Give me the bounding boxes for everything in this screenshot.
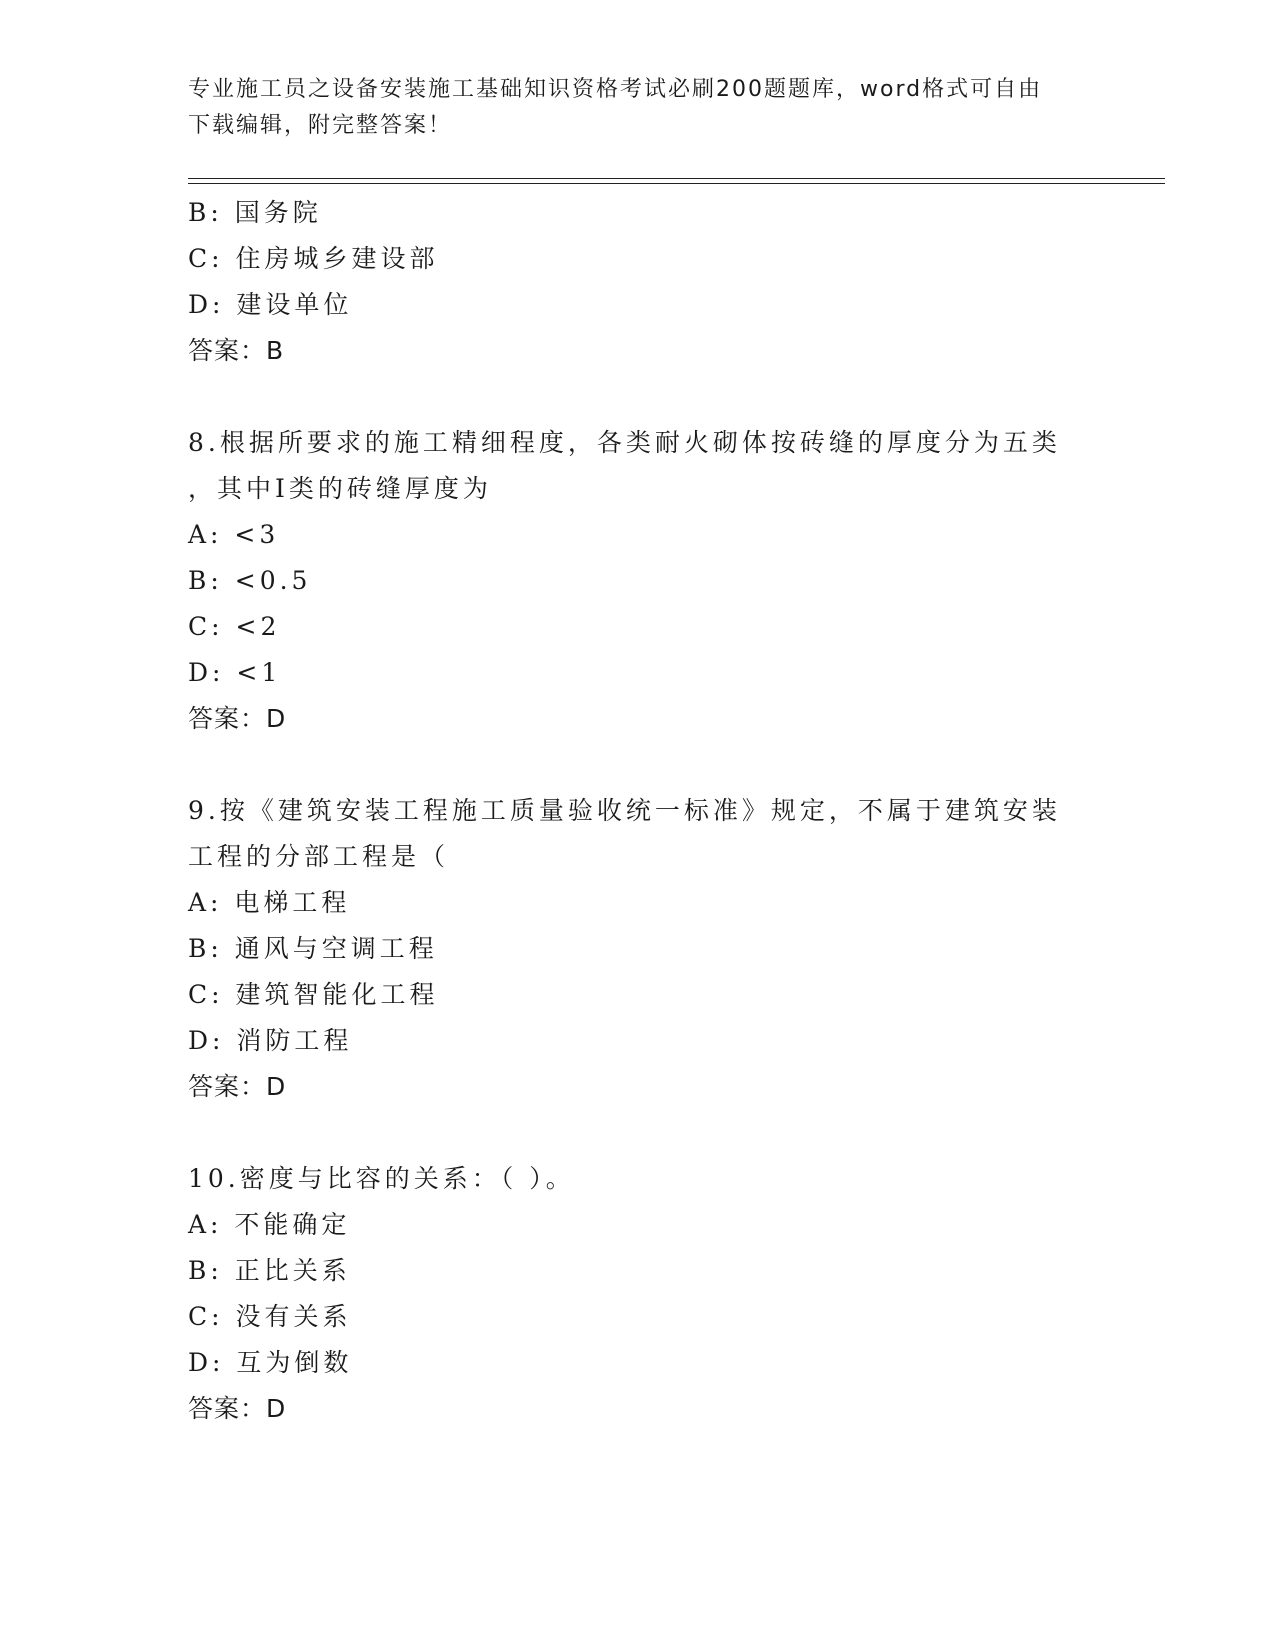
question-spacer (188, 742, 1088, 788)
question-stem: 9.按《建筑安装工程施工质量验收统一标准》规定，不属于建筑安装 (188, 796, 1061, 825)
header-line-1: 专业施工员之设备安装施工基础知识资格考试必刷200题题库，word格式可自由 (188, 77, 1043, 102)
answer-label: 答案：D (188, 1072, 287, 1101)
answer-label: 答案：D (188, 1394, 287, 1423)
option-c: C: 没有关系 (188, 1302, 352, 1331)
question-stem-continued: ，其中Ⅰ类的砖缝厚度为 (188, 474, 492, 503)
answer-label: 答案：D (188, 704, 287, 733)
question-stem-continued: 工程的分部工程是（ (188, 842, 450, 871)
document-header (188, 72, 1068, 144)
option-a: A: <3 (188, 520, 280, 549)
header-rule-top (188, 178, 1165, 179)
header-line-2: 下载编辑，附完整答案！ (188, 113, 453, 138)
option-b: B: <0.5 (188, 566, 312, 595)
question-spacer (188, 374, 1088, 420)
question-stem: 10.密度与比容的关系：（ ）。 (188, 1164, 575, 1193)
question-10 (188, 1156, 1088, 1432)
option-d: D: 消防工程 (188, 1026, 353, 1055)
question-spacer (188, 1110, 1088, 1156)
option-a: A: 电梯工程 (188, 888, 351, 917)
option-d: D: 互为倒数 (188, 1348, 353, 1377)
option-c: C: 建筑智能化工程 (188, 980, 439, 1009)
answer-label: 答案：B (188, 336, 285, 365)
option-a: A: 不能确定 (188, 1210, 351, 1239)
option-c: C: 住房城乡建设部 (188, 244, 439, 273)
question-stem: 8.根据所要求的施工精细程度，各类耐火砌体按砖缝的厚度分为五类 (188, 428, 1061, 457)
option-b: B: 通风与空调工程 (188, 934, 438, 963)
option-c: C: <2 (188, 612, 281, 641)
header-rule-bottom (188, 183, 1165, 184)
option-d: D: 建设单位 (188, 290, 353, 319)
option-d: D: <1 (188, 658, 282, 687)
option-b: B: 国务院 (188, 198, 322, 227)
question-9 (188, 788, 1088, 1110)
question-list (188, 190, 1088, 1432)
question-8 (188, 420, 1088, 742)
option-b: B: 正比关系 (188, 1256, 351, 1285)
question-7-tail (188, 190, 1088, 374)
